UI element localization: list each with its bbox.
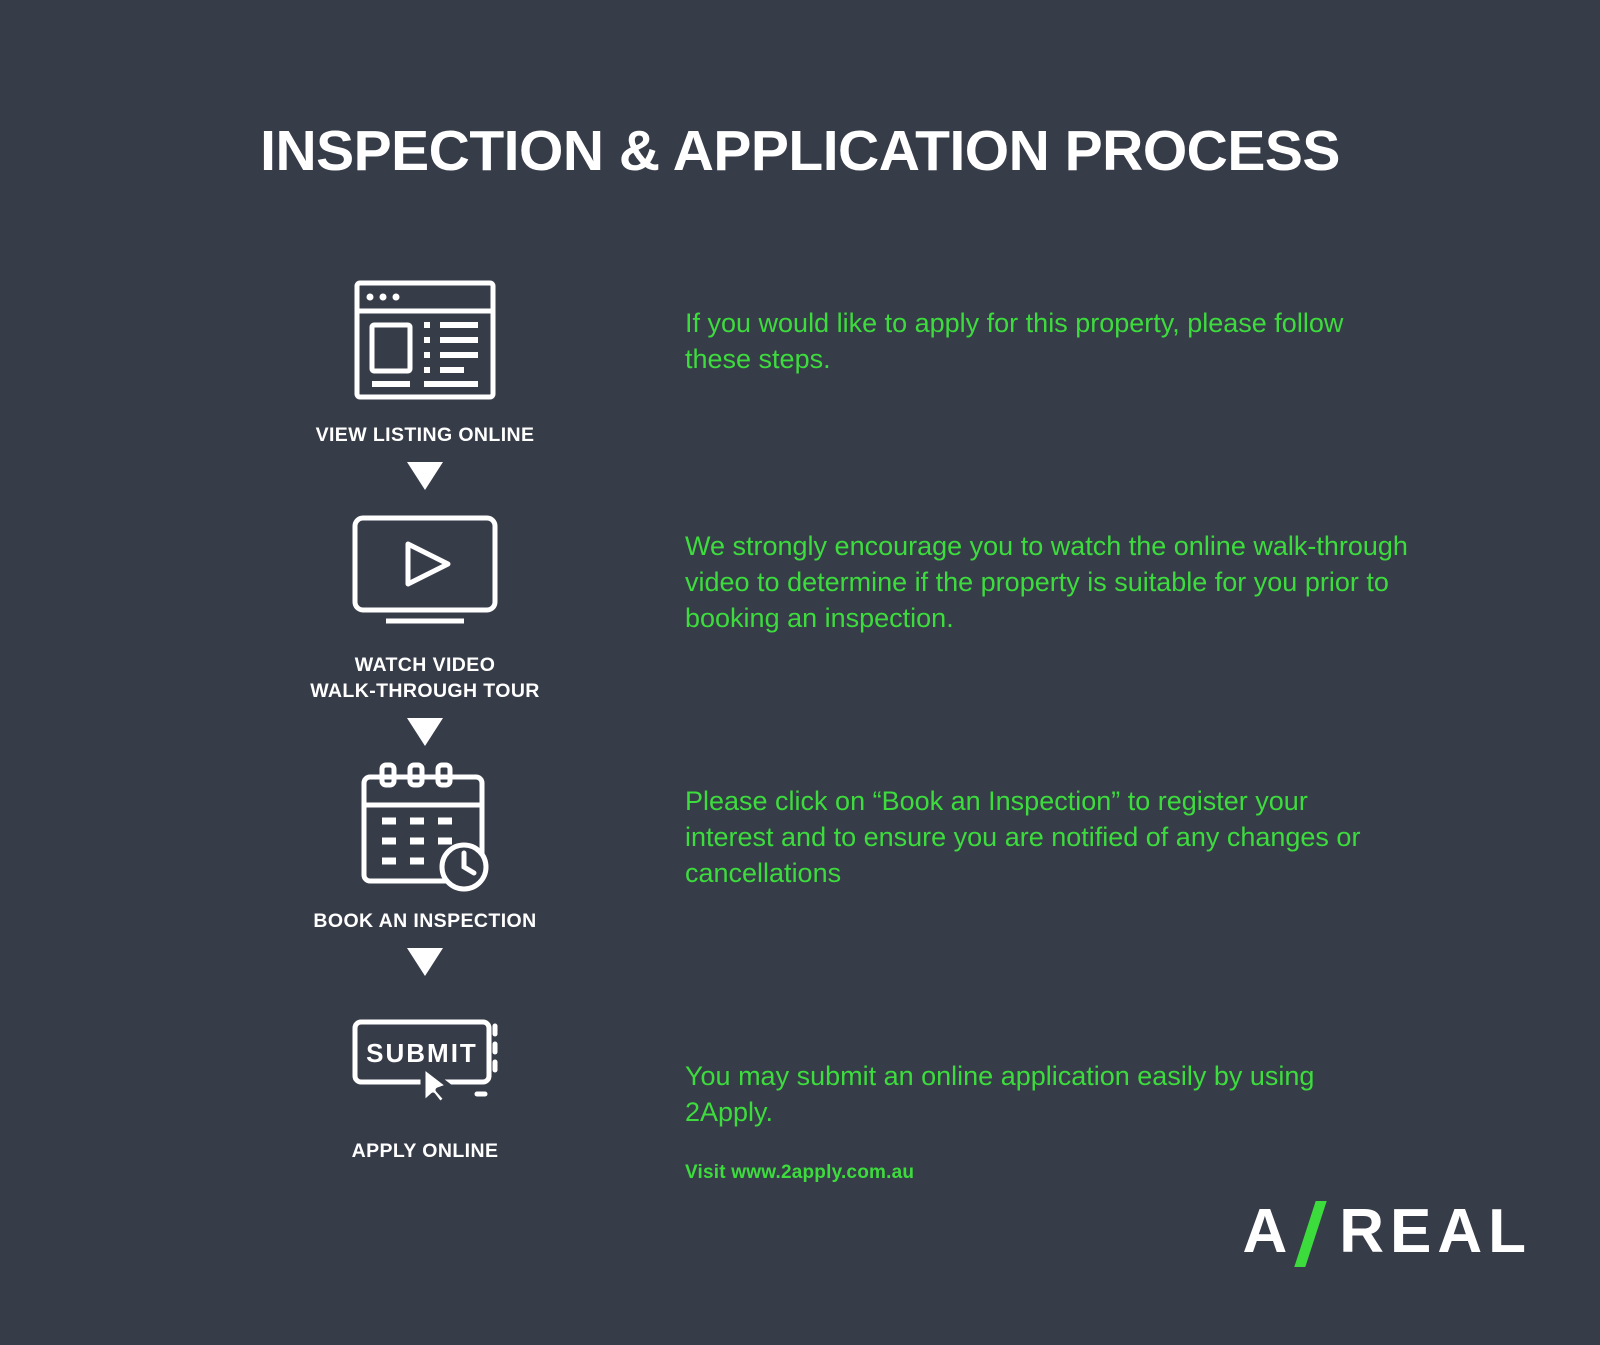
note-apply-online: You may submit an online application easily by using 2Apply. (685, 1061, 1315, 1127)
down-triangle-icon (290, 462, 560, 490)
svg-text:SUBMIT: SUBMIT (366, 1038, 478, 1068)
note-view-listing: If you would like to apply for this property, please follow these steps. (685, 308, 1344, 374)
video-play-icon (290, 500, 560, 640)
flow-step-view-listing (290, 270, 560, 448)
logo-mark: A (1242, 1197, 1290, 1266)
flow-step-apply-online (290, 986, 560, 1164)
process-flow (290, 270, 560, 1164)
flow-step-label: VIEW LISTING ONLINE (315, 424, 535, 446)
flow-step-watch-video (290, 500, 560, 704)
flow-step-label-line1: WATCH VIDEO (354, 654, 496, 676)
down-triangle-icon (290, 948, 560, 976)
flow-step-label: BOOK AN INSPECTION (313, 910, 537, 932)
page-title: INSPECTION & APPLICATION PROCESS (260, 119, 1340, 183)
visit-link[interactable]: Visit www.2apply.com.au (685, 1162, 915, 1183)
brand-logo (1242, 1196, 1532, 1267)
flow-step-book-inspection (290, 756, 560, 934)
logo-slash-icon (1299, 1201, 1333, 1263)
flow-step-label-line2: WALK-THROUGH TOUR (310, 680, 540, 702)
flow-step-label (290, 652, 560, 704)
calendar-clock-icon (290, 756, 560, 896)
flow-step-label: APPLY ONLINE (351, 1140, 499, 1162)
note-book-inspection: Please click on “Book an Inspection” to register your interest and to ensure you are notified of any changes or cancellations (685, 786, 1361, 888)
listing-window-icon (290, 270, 560, 410)
note-watch-video: We strongly encourage you to watch the online walk-through video to determine if the property is suitable for you prior to booking an inspection. (685, 531, 1408, 633)
logo-name: REAL (1339, 1197, 1532, 1266)
down-triangle-icon (290, 718, 560, 746)
submit-button-cursor-icon (290, 986, 560, 1126)
